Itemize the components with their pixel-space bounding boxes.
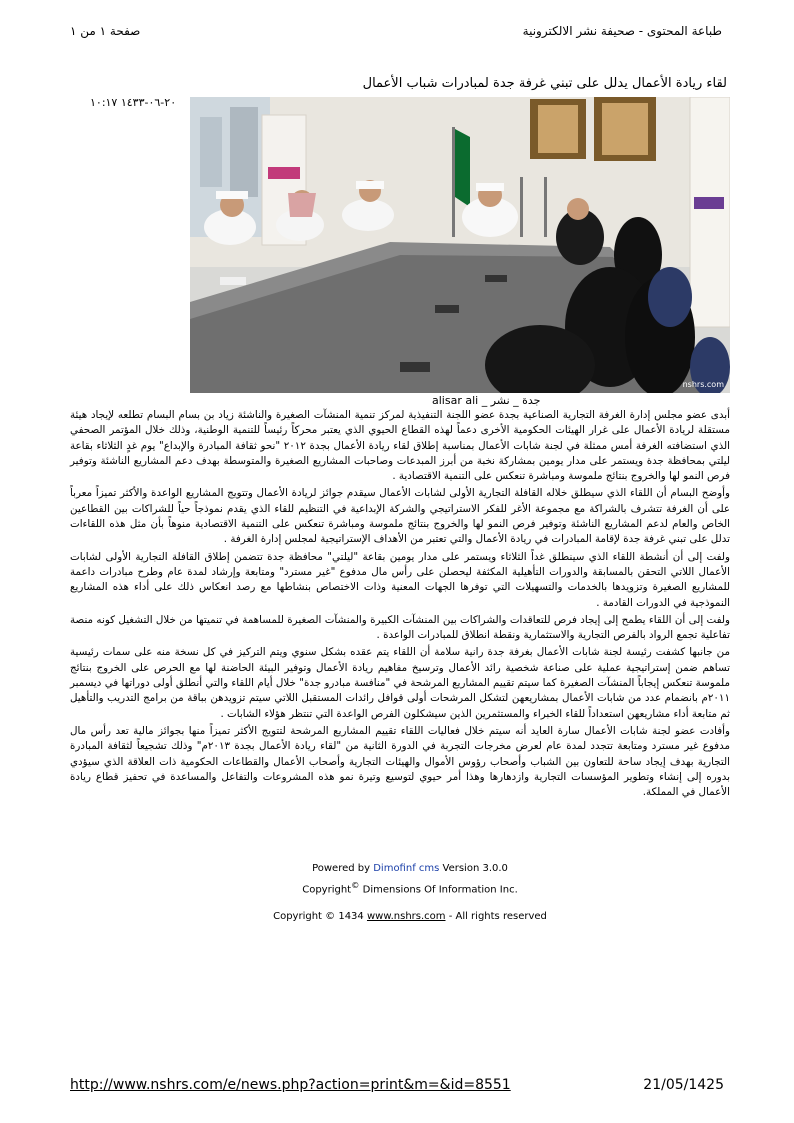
cms-brand-link[interactable]: Dimofinf cms bbox=[373, 863, 440, 874]
page-url[interactable]: http://www.nshrs.com/e/news.php?action=print&m=&id=8551 bbox=[70, 1077, 511, 1093]
article-date: ٢٠-٠٦-١٤٣٣ ١٠:١٧ bbox=[90, 96, 177, 109]
site-link[interactable]: www.nshrs.com bbox=[366, 911, 446, 923]
paragraph: وأوضح البسام أن اللقاء الذي سيطلق خلاله القافلة التجارية الأولى لشابات الأعمال سيقدم جوائز لريادة الأعمال وتتويج المشاريع الواعدة والأكثر تميزاً معرباً على أن الغرفة تتشرف بالشراكة مع مجموعة الأغر للفكر الاستراتيجي والشركة الإبداعية في التنظيم للقاء الذي يقدم نموذجاً حياً للشراكات بين القطاعين الخاص والعام لدعم المشاريع الناشئة وتوفير فرص النمو لها والخروج بنتائج ملموسة ومباشرة تنعكس على التنمية الاقتصادية منوهاً بأن مثل هذه اللقاءات تدلل على تبني غرفة جدة لإقامة المبادرات في ريادة الأعمال والتي تعتبر من الأهداف الإستراتيجية لمجلس إدارة الغرفة . bbox=[70, 487, 730, 546]
paragraph: وأفادت عضو لجنة شابات الأعمال سارة العايد أنه سيتم خلال فعاليات اللقاء تقييم المشاريع المرشحة لتتويج الأكثر تميزاً منها بجوائز مالية تعد رأس مال مدفوع غير مسترد ومتابعة تتجدد لمدة عام لعرض مخرجات التجربة في الدورة الثانية من "لقاء ريادة الأعمال بجدة ٢٠١٣م" وذلك تشجيعاً لثقافة المبادرة التجارية بهدف إيجاد ساحة للتعاون بين الشباب وأصحاب رؤوس الأموال والهيئات التجارية وأصحاب الأعمال والقطاعات الحكومية ذات العلاقة الذي سيؤدي بدوره إلى إنشاء وتطوير المؤسسات التجارية وازدهارها وهذا أمر حيوي لتوسيع وتيرة نمو هذه المشروعات والتفاعل والمساعدة في تحفيز قطاع ريادة الأعمال في المملكة. bbox=[70, 724, 731, 799]
print-date: 21/05/1425 bbox=[643, 1077, 724, 1093]
paragraph: من جانبها كشفت رئيسة لجنة شابات الأعمال بغرفة جدة رانية سلامة أن اللقاء يتم عقده بشكل سنوي ويتم التركيز في كل نسخة منه على سمات رئيسية تساهم ضمن إستراتيجية عملية على صناعة شخصية رائد الأعمال وترسيخ مفاهيم ريادة الأعمال وتوفير البيئة الحاضنة لها مع الحرص على الخروج بنتائج ملموسة تنعكس إيجاباً المنشآت الصغيرة كما سيتم تقييم المشاريع المرشحة في "منافسة مبادرو جدة" خلال أيام اللقاء والتي أنطلق أولى دوراتها في ديسمبر ٢٠١١م بانضمام عدد من شابات الأعمال بمشاريعهن لتشكل المرشحات أولى قوافل رائدات المستقبل اللاتي سيتم تزويدهن بباقة من برامج التدريب والتأهيل ثم متابعة أداء مشاريعهن استعداداً للقاء الخبراء والمستثمرين الذين سيشكلون الفرص الواعدة التي تنتظر هؤلاء الشابات . bbox=[70, 646, 730, 720]
photo-watermark: nshrs.com bbox=[682, 380, 724, 389]
site-footer bbox=[210, 860, 610, 925]
article-title: لقاء ريادة الأعمال يدلل على تبني غرفة جدة لمبادرات شباب الأعمال bbox=[362, 76, 727, 91]
article-photo bbox=[190, 97, 730, 393]
paragraph: ولفت إلى أن أنشطة اللقاء الذي سينطلق غداً الثلاثاء ويستمر على مدار يومين بقاعة "ليلتي" محافظة جدة تتضمن إطلاق القافلة التجارية الأولى لشابات الأعمال اللاتي التحقن بالمسابقة والدورات التأهيلية المكثفة ليحصلن على رأس مال مدفوع "غير مسترد" ومتابعة وإرشاد لمدة عام وطرح مبادرات داعمة للمشاريع الصغيرة وتزويدها بالخدمات والتسهيلات التي توفرها الجهات المعنية وذات الاختصاص بنشاطها مع رصد انعكاس ذلك على أداء هذه المشاريع النموذجية في الدورات القادمة . bbox=[70, 550, 730, 609]
page-number: صفحة ١ من ١ bbox=[70, 24, 141, 38]
rights-line: Copyright © 1434 www.nshrs.com - All rights reserved bbox=[273, 911, 547, 923]
dateline: جدة _ نشر _ alisar ali bbox=[432, 394, 541, 407]
article-body bbox=[70, 408, 730, 802]
paragraph: أبدى عضو مجلس إدارة الغرفة التجارية الصناعية بجدة عضو اللجنة التنفيذية لمركز تنمية المنشآت الصغيرة والناشئة زياد بن بسام البسام تطلعه لإيجاد هيئة مستقلة لريادة الأعمال على غرار الهيئات الحكومية الأخرى دعماً لهذه القطاع الحيوي الذي يعتبر محركاً رئيساً للتنمية الوطنية، وذلك خلال المؤتمر الصحفي الذي استضافته الغرفة أمس ممثلة في لجنة شابات الأعمال بمناسبة إطلاق لقاء ريادة الأعمال بجدة ٢٠١٢ "نحو ثقافة المبادرة والإبداع" يوم غدٍ الثلاثاء بقاعة ليلتي بمحافظة جدة ويستمر على مدار يومين بمشاركة نخبة من أبرز المبدعات وصاحبات المشاريع الصغيرة والمتوسطة بهدف دعم المشاريع الناشئة وتوفير فرص النمو لها والخروج بنتائج ملموسة ومباشرة تنعكس على التنمية الاقتصادية . bbox=[70, 409, 731, 483]
meeting-photo-illustration bbox=[190, 97, 730, 393]
site-title: طباعة المحتوى - صحيفة نشر الالكترونية bbox=[522, 24, 722, 38]
powered-by: Powered by Dimofinf cms Version 3.0.0 bbox=[312, 863, 508, 874]
copyright-owner: Copyright© Dimensions Of Information Inc. bbox=[302, 880, 518, 896]
print-header bbox=[70, 24, 722, 42]
paragraph: ولفت إلى أن اللقاء يطمح إلى إيجاد فرص للتعاقدات والشراكات بين المنشآت الكبيرة والمنشآت الصغيرة للمساهمة في تنميتها من خلال التشغيل كونه منصة تفاعلية تجمع الرواد بالفرص التجارية والاستثمارية ونقطة انطلاق للمبادرات الواعدة . bbox=[70, 613, 730, 642]
